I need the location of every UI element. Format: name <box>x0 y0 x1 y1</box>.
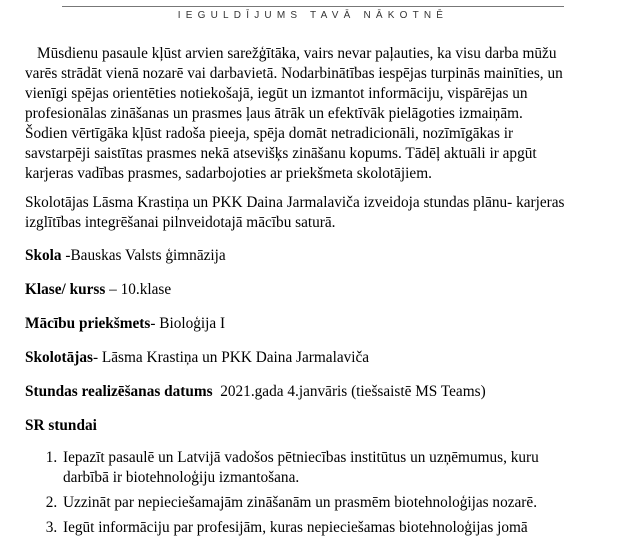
page-header: IEGULDĪJUMS TAVĀ NĀKOTNĒ <box>177 10 449 21</box>
field-value: – 10.klase <box>105 281 172 298</box>
document-body <box>25 44 605 543</box>
field-value: - Lāsma Krastiņa un PKK Daina Jarmalaviča <box>93 349 370 366</box>
lead-line: izglītības integrēšanai pilnveidotajā mācību saturā. <box>25 214 336 231</box>
list-item-line: Iegūt informāciju par profesijām, kuras nepieciešamas biotehnoloģijas jomā <box>63 519 528 536</box>
intro-paragraph <box>25 44 605 184</box>
header-rule <box>62 6 564 7</box>
field-label: Mācību priekšmets <box>25 315 151 332</box>
list-item <box>61 518 605 538</box>
sr-heading: SR stundai <box>25 417 97 434</box>
lead-paragraph <box>25 193 605 233</box>
field-date <box>25 382 605 402</box>
field-school <box>25 246 605 266</box>
field-teachers <box>25 348 605 368</box>
field-subject <box>25 314 605 334</box>
field-label: Skolotājas <box>25 349 93 366</box>
field-value: -Bauskas Valsts ģimnāzija <box>61 247 226 264</box>
intro-line: savstarpēji saistītas prasmes nekā atsevišķs zināšanu kopums. Tādēļ aktuāli ir apgūt <box>25 145 537 162</box>
field-value: 2021.gada 4.janvāris (tiešsaistē MS Teams) <box>212 383 486 400</box>
list-item-line: darbībā ir biotehnoloģiju izmantošana. <box>63 469 300 486</box>
list-item-line: Iepazīt pasaulē un Latvijā vadošos pētniecības institūtus un uzņēmumus, kuru <box>63 449 539 466</box>
field-label: Skola <box>25 247 62 264</box>
list-item <box>61 493 605 513</box>
intro-line: Mūsdienu pasaule kļūst arvien sarežģītāka, vairs nevar paļauties, ka visu darba mūžu <box>37 45 557 62</box>
sr-list <box>25 448 605 538</box>
intro-line: Šodien vērtīgāka kļūst radoša pieeja, spēja domāt netradicionāli, nozīmīgākas ir <box>25 125 514 142</box>
intro-line: karjeras vadības prasmes, sadarbojoties ar priekšmeta skolotājiem. <box>25 165 432 182</box>
intro-line: profesionālas zināšanas un prasmes ļaus ātrāk un efektīvāk pielāgoties izmaiņām. <box>25 105 523 122</box>
intro-line: varēs strādāt vienā nozarē vai darbavietā. Nodarbinātības iespējas turpinās mainīties, un <box>25 65 563 82</box>
lead-line: Skolotājas Lāsma Krastiņa un PKK Daina Jarmalaviča izveidoja stundas plānu- karjeras <box>25 194 565 211</box>
intro-line: vienīgi spējas orientēties notiekošajā, iegūt un izmantot informāciju, vispārējas un <box>25 85 528 102</box>
field-class <box>25 280 605 300</box>
list-item-line: Uzzināt par nepieciešamajām zināšanām un prasmēm biotehnoloģijas nozarē. <box>63 494 538 511</box>
field-label: Klase/ kurss <box>25 281 106 298</box>
field-label: Stundas realizēšanas datums <box>25 383 213 400</box>
field-value: - Bioloģija I <box>150 315 226 332</box>
list-item <box>61 448 605 488</box>
